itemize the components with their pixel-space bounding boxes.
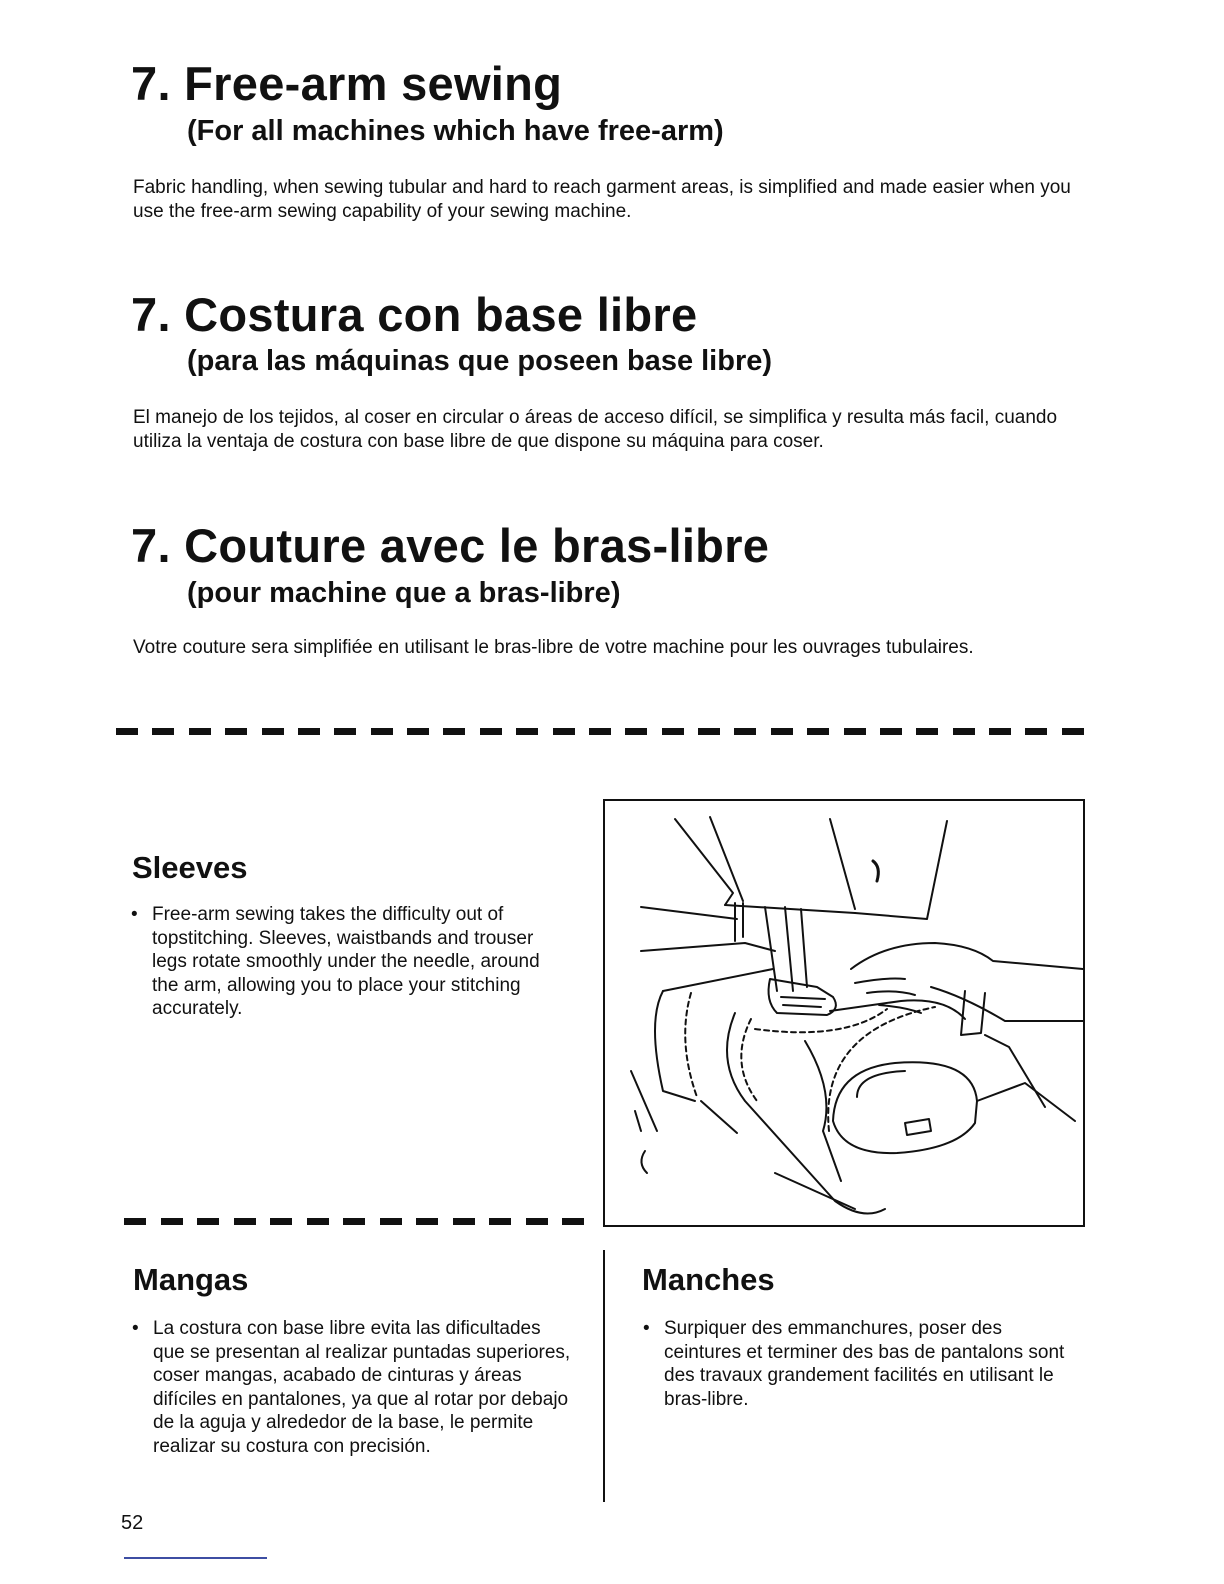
- free-arm-illustration: [603, 799, 1085, 1227]
- dash: [489, 1218, 511, 1225]
- bullet-icon: •: [132, 1318, 139, 1339]
- section-subtitle-french: (pour machine que a bras-libre): [187, 577, 621, 609]
- hand-back: [851, 943, 1083, 969]
- sewing-machine-illustration: [605, 801, 1083, 1225]
- free-arm-plate: [905, 1119, 931, 1135]
- manches-title: Manches: [642, 1262, 775, 1297]
- list-item: [132, 1317, 572, 1459]
- list-item: [643, 1317, 1073, 1411]
- section-body-english: Fabric handling, when sewing tubular and hard to reach garment areas, is simplified and made easier when you use the free-arm sewing capability of your sewing machine.: [133, 177, 1071, 222]
- dash: [553, 728, 575, 735]
- fabric-left-edge: [655, 991, 695, 1101]
- dash: [161, 1218, 183, 1225]
- dash: [197, 1218, 219, 1225]
- dash: [1025, 728, 1047, 735]
- dash: [371, 728, 393, 735]
- free-arm-inner: [857, 1071, 905, 1097]
- dash: [662, 728, 684, 735]
- dash: [116, 728, 138, 735]
- dash: [152, 728, 174, 735]
- wrist: [931, 987, 1083, 1021]
- bed-edge-left: [641, 907, 737, 919]
- dash: [734, 728, 756, 735]
- mangas-text: La costura con base libre evita las dificultades que se presentan al realizar puntadas superiores, coser mangas, acabado de cinturas y áreas difíciles en pantalones, ya que al rotar por debajo de la aguja y alrededor de la base, le permite realizar su costura con precisión.: [153, 1318, 571, 1457]
- dash: [307, 1218, 329, 1225]
- mangas-list: [132, 1317, 572, 1459]
- thread-guide-icon: [873, 861, 878, 881]
- bullet-icon: •: [131, 904, 138, 925]
- section-body-spanish: El manejo de los tejidos, al coser en circular o áreas de acceso difícil, se simplifica y resulta más facil, cuando utiliza la ventaja de costura con base libre de que dispone su máquina para coser.: [133, 407, 1058, 452]
- dash: [625, 728, 647, 735]
- list-item: [131, 903, 571, 1021]
- bullet-icon: •: [643, 1318, 650, 1339]
- sleeves-title: Sleeves: [132, 850, 248, 885]
- dash: [989, 728, 1011, 735]
- dash: [516, 728, 538, 735]
- section-subtitle-spanish: (para las máquinas que poseen base libre): [187, 345, 773, 377]
- fabric-top-back: [663, 969, 773, 991]
- manches-text: Surpiquer des emmanchures, poser des ceintures et terminer des bas de pantalons sont des travaux grandement facilités en utilisant le bras-libre.: [664, 1318, 1065, 1410]
- dash: [771, 728, 793, 735]
- cuff-edge-right: [961, 991, 985, 1035]
- machine-base-left: [631, 1071, 657, 1131]
- dash: [698, 728, 720, 735]
- sleeves-list: [131, 903, 571, 1021]
- dash: [262, 728, 284, 735]
- footer-rule: [124, 1557, 267, 1559]
- dash: [880, 728, 902, 735]
- machine-head-outline: [675, 819, 733, 905]
- bed-right-edge: [977, 1083, 1075, 1121]
- dash: [225, 728, 247, 735]
- dashed-divider-bottom: [124, 1218, 584, 1225]
- bed-edge-mid: [641, 943, 775, 951]
- dash: [270, 1218, 292, 1225]
- dash: [1062, 728, 1084, 735]
- stitch-line-cuff: [828, 1007, 935, 1131]
- free-arm-right-edge: [985, 1035, 1045, 1107]
- dash: [443, 728, 465, 735]
- dash: [298, 728, 320, 735]
- section-title-english: 7. Free-arm sewing: [131, 57, 563, 110]
- dash: [234, 1218, 256, 1225]
- dash: [562, 1218, 584, 1225]
- fabric-top-right: [830, 1000, 965, 1019]
- fabric-crease: [805, 1041, 841, 1181]
- free-arm-cuff: [833, 1062, 977, 1153]
- presser-foot-toes: [781, 997, 825, 1007]
- dash: [189, 728, 211, 735]
- section-subtitle-english: (For all machines which have free-arm): [187, 115, 724, 147]
- dash: [380, 1218, 402, 1225]
- machine-head-edge: [710, 817, 743, 901]
- section-body-french: Votre couture sera simplifiée en utilisant le bras-libre de votre machine pour les ouvrages tubulaires.: [133, 637, 974, 658]
- dashed-divider-top: [116, 728, 1084, 735]
- machine-head-right: [855, 821, 947, 919]
- dash: [453, 1218, 475, 1225]
- dash: [916, 728, 938, 735]
- stitch-line-top: [755, 1009, 887, 1032]
- section-title-french: 7. Couture avec le bras-libre: [131, 519, 770, 572]
- dash: [334, 728, 356, 735]
- page-number: 52: [121, 1512, 144, 1534]
- presser-bar: [735, 903, 743, 941]
- dash: [526, 1218, 548, 1225]
- dash: [343, 1218, 365, 1225]
- dash: [807, 728, 829, 735]
- dash: [124, 1218, 146, 1225]
- hand-fingers: [855, 979, 921, 1014]
- mangas-title: Mangas: [133, 1262, 249, 1297]
- stitch-line-left: [685, 993, 697, 1097]
- sleeves-text: Free-arm sewing takes the difficulty out of topstitching. Sleeves, waistbands and trouser legs rotate smoothly under the needle, around the arm, allowing you to place your stitching accurately.: [152, 904, 540, 1020]
- dash: [953, 728, 975, 735]
- column-divider: [603, 1250, 605, 1502]
- thread-mark: [641, 1151, 647, 1173]
- machine-head-front: [830, 819, 855, 909]
- stitch-line-mid: [741, 1019, 757, 1101]
- section-title-spanish: 7. Costura con base libre: [131, 288, 698, 341]
- dash: [589, 728, 611, 735]
- dash: [480, 728, 502, 735]
- dash: [407, 728, 429, 735]
- machine-head-bottom: [725, 905, 855, 913]
- manches-list: [643, 1317, 1073, 1411]
- dash: [416, 1218, 438, 1225]
- dash: [844, 728, 866, 735]
